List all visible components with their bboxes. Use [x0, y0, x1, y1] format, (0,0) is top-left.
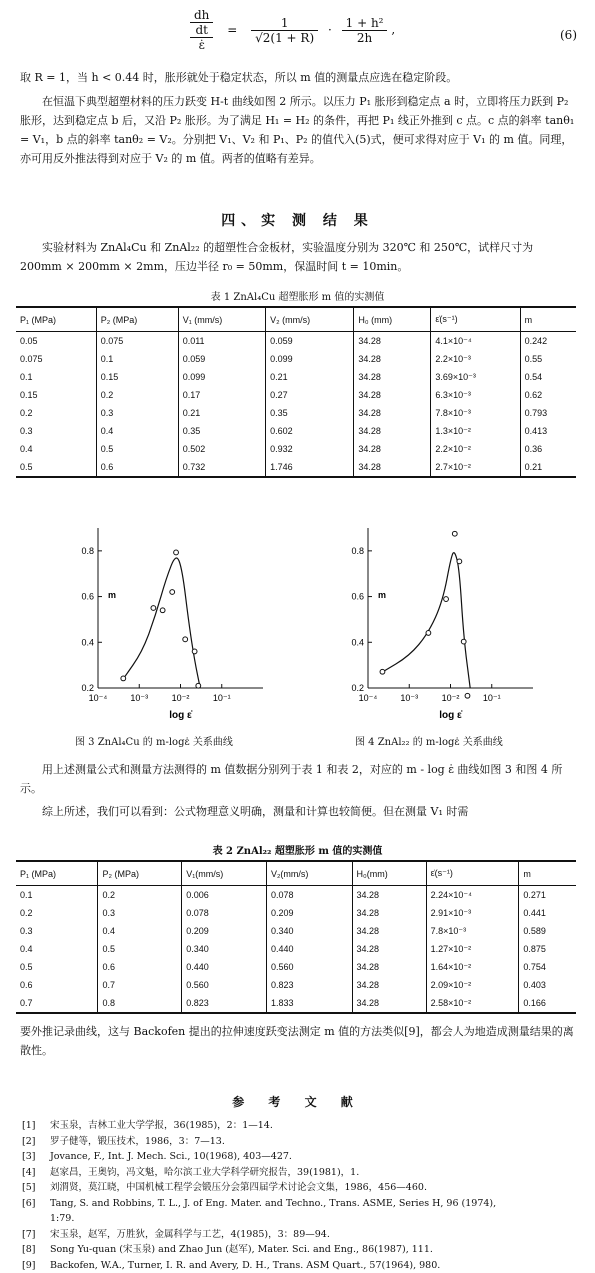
table-cell: 0.4 [98, 922, 182, 940]
paragraph-1: 取 R = 1，当 h < 0.44 时，胀形就处于稳定状态，所以 m 值的测量点应选在稳定阶段。 [20, 68, 576, 87]
table-cell: 0.4 [16, 940, 98, 958]
y-tick-label: 0.8 [81, 546, 94, 556]
paragraph-5: 综上所述，我们可以看到：公式物理意义明确，测量和计算也较简便。但在测量 V₁ 时需 [20, 802, 576, 821]
table-cell: 0.2 [16, 404, 96, 422]
table-cell: 34.28 [354, 332, 431, 351]
reference-number: [2] [22, 1134, 50, 1150]
mid-denominator: √2(1 + R) [251, 31, 318, 45]
table-header-cell: V₂ (mm/s) [266, 307, 354, 332]
table-header-cell: P₂ (MPa) [96, 307, 178, 332]
y-axis-label: m [108, 590, 116, 600]
reference-item [22, 1165, 582, 1181]
data-point [380, 669, 385, 674]
table-header-cell: P₂ (MPa) [98, 861, 182, 886]
reference-number: [7] [22, 1227, 50, 1243]
table-row [16, 994, 576, 1013]
paragraph-6: 要外推记录曲线，这与 Backofen 提出的拉伸速度跃变法测定 m 值的方法类似[9]，都会人为地造成测量结果的离散性。 [20, 1022, 576, 1060]
table-cell: 0.075 [16, 350, 96, 368]
equation-rhs [342, 16, 388, 45]
reference-text: 宋玉泉，赵军，万胜狄，金属科学与工艺，4(1985)，3：89—94. [50, 1229, 330, 1240]
table-row [16, 958, 576, 976]
data-point [457, 559, 462, 564]
table-row [16, 922, 576, 940]
table-cell: 34.28 [352, 922, 426, 940]
x-axis-label: log ε̇ [439, 710, 463, 721]
table-cell: 0.2 [98, 886, 182, 905]
table-cell: 0.3 [16, 922, 98, 940]
table-cell: 0.242 [520, 332, 576, 351]
dot-operator: · [328, 23, 332, 37]
table-cell: 34.28 [352, 886, 426, 905]
table-header-cell: V₁ (mm/s) [178, 307, 265, 332]
reference-text: 宋玉泉，吉林工业大学学报，36(1985)，2：1—14. [50, 1120, 273, 1131]
table-cell: 0.441 [519, 904, 576, 922]
table-row [16, 368, 576, 386]
table-cell: 0.5 [96, 440, 178, 458]
table-header-cell: P₁ (MPa) [16, 307, 96, 332]
table-cell: 0.011 [178, 332, 265, 351]
table-cell: 0.732 [178, 458, 265, 477]
table-cell: 0.05 [16, 332, 96, 351]
table-cell: 0.4 [96, 422, 178, 440]
table-header-cell: m [519, 861, 576, 886]
table-cell: 6.3×10⁻³ [431, 386, 520, 404]
table-header-cell: m [520, 307, 576, 332]
table-cell: 0.403 [519, 976, 576, 994]
table-cell: 0.5 [16, 958, 98, 976]
table-cell: 0.1 [16, 368, 96, 386]
table-cell: 0.823 [266, 976, 352, 994]
reference-number: [4] [22, 1165, 50, 1181]
table-cell: 0.602 [266, 422, 354, 440]
data-point [183, 637, 188, 642]
table-cell: 0.55 [520, 350, 576, 368]
x-tick-label: 10⁻³ [130, 693, 148, 703]
fitted-curve [382, 553, 470, 688]
equation-comma: , [391, 23, 395, 37]
table-cell: 0.7 [16, 994, 98, 1013]
table-cell: 0.7 [98, 976, 182, 994]
figure-3-chart [60, 520, 280, 725]
y-tick-label: 0.6 [81, 592, 94, 602]
table-cell: 7.8×10⁻³ [431, 404, 520, 422]
table-cell: 1.833 [266, 994, 352, 1013]
data-point [151, 606, 156, 611]
reference-text: Tang, S. and Robbins, T. L., J. of Eng. Mater. and Techno., Trans. ASME, Series H, 96 (1974), [50, 1198, 496, 1209]
table-cell: 0.15 [16, 386, 96, 404]
references-list [22, 1118, 582, 1273]
table-cell: 0.932 [266, 440, 354, 458]
table-cell: 2.24×10⁻⁴ [426, 886, 519, 905]
table-cell: 2.2×10⁻² [431, 440, 520, 458]
reference-item [22, 1118, 582, 1134]
x-tick-label: 10⁻⁴ [359, 693, 378, 703]
table-cell: 34.28 [354, 386, 431, 404]
table-cell: 2.2×10⁻³ [431, 350, 520, 368]
table-cell: 0.54 [520, 368, 576, 386]
data-point [170, 590, 175, 595]
table-cell: 4.1×10⁻⁴ [431, 332, 520, 351]
reference-item [22, 1196, 582, 1212]
data-point [461, 639, 466, 644]
table-cell: 1.64×10⁻² [426, 958, 519, 976]
table1 [16, 306, 576, 478]
table-row [16, 332, 576, 351]
y-axis-label: m [378, 590, 386, 600]
mid-numerator: 1 [251, 16, 318, 31]
table-cell: 1.27×10⁻² [426, 940, 519, 958]
reference-number: [8] [22, 1242, 50, 1258]
table-cell: 0.589 [519, 922, 576, 940]
table-cell: 0.823 [182, 994, 267, 1013]
equation-6 [190, 8, 490, 68]
x-tick-label: 10⁻⁴ [89, 693, 108, 703]
table-row [16, 422, 576, 440]
x-tick-label: 10⁻³ [400, 693, 418, 703]
lhs-numerator: dh [190, 8, 213, 23]
table-cell: 0.059 [266, 332, 354, 351]
table-cell: 0.3 [16, 422, 96, 440]
table-cell: 0.35 [178, 422, 265, 440]
table2-caption: 表 2 ZnAl₂₂ 超塑胀形 m 值的实测值 [0, 842, 595, 857]
reference-number: [3] [22, 1149, 50, 1165]
reference-number: [6] [22, 1196, 50, 1212]
data-point [465, 693, 470, 698]
table-header-cell: ε̇(s⁻¹) [426, 861, 519, 886]
x-tick-label: 10⁻² [172, 693, 190, 703]
table-cell: 0.006 [182, 886, 267, 905]
table-cell: 0.6 [96, 458, 178, 477]
table-header-cell: H₀ (mm) [354, 307, 431, 332]
table-cell: 0.21 [266, 368, 354, 386]
table-cell: 0.5 [16, 458, 96, 477]
reference-item [22, 1134, 582, 1150]
table-cell: 0.340 [182, 940, 267, 958]
data-point [121, 676, 126, 681]
table-cell: 0.099 [266, 350, 354, 368]
table-row [16, 386, 576, 404]
table-cell: 0.4 [16, 440, 96, 458]
reference-item [22, 1258, 582, 1273]
table-cell: 0.560 [182, 976, 267, 994]
reference-number: [9] [22, 1258, 50, 1273]
paragraph-3: 实验材料为 ZnAl₄Cu 和 ZnAl₂₂ 的超塑性合金板材，实验温度分别为 320℃ 和 250℃，试样尺寸为 200mm × 200mm × 2mm，压边半径 r₀ = 50mm，保温时间 t = 10min。 [20, 238, 576, 276]
table-cell: 0.754 [519, 958, 576, 976]
reference-text: 罗子健等，锻压技术，1986，3：7—13. [50, 1136, 225, 1147]
reference-item [22, 1227, 582, 1243]
table-cell: 2.91×10⁻³ [426, 904, 519, 922]
data-point [452, 531, 457, 536]
table-cell: 0.62 [520, 386, 576, 404]
table-cell: 0.1 [96, 350, 178, 368]
reference-item [22, 1242, 582, 1258]
figure-4-chart [330, 520, 550, 725]
lhs-denominator: dt [190, 23, 213, 38]
reference-item [22, 1149, 582, 1165]
reference-text: Jovance, F., Int. J. Mech. Sci., 10(1968), 403—427. [50, 1151, 292, 1162]
table-header-cell: H₀(mm) [352, 861, 426, 886]
table2 [16, 860, 576, 1014]
section-title: 四、实 测 结 果 [0, 210, 595, 230]
table-cell: 0.166 [519, 994, 576, 1013]
data-point [160, 608, 165, 613]
table-cell: 0.27 [266, 386, 354, 404]
paragraph-2: 在恒温下典型超塑材料的压力跃变 H-t 曲线如图 2 所示。以压力 P₁ 胀形到稳定点 a 时，立即将压力跃到 P₂ 胀形，达到稳定点 b 后，又沿 P₂ 胀形。为了满足 H₁ = H₂ 的条件，再把 P₁ 线正外推到 c 点。c 点的斜率 tanθ₁ = V₁，b 点的斜率 tanθ₂ = V₂。分别把 V₁、V₂ 和 P₁、P₂ 的值代入(5)式，便可求得对应于 V₁ 的 m 值。同理，亦可用反外推法得到对应于 V₂ 的 m 值。两者的值略有差异。 [20, 92, 576, 168]
figure-4-caption: 图 4 ZnAl₂₂ 的 m-logε̇ 关系曲线 [355, 733, 575, 748]
y-tick-label: 0.4 [81, 637, 94, 647]
table-cell: 0.35 [266, 404, 354, 422]
fitted-curve [123, 558, 200, 688]
reference-number: [1] [22, 1118, 50, 1134]
reference-text: Backofen, W.A., Turner, I. R. and Avery, D. H., Trans. ASM Quart., 57(1964), 980. [50, 1260, 440, 1271]
table-cell: 0.8 [98, 994, 182, 1013]
table-cell: 0.209 [182, 922, 267, 940]
table-row [16, 886, 576, 905]
table-cell: 0.075 [96, 332, 178, 351]
table-cell: 0.3 [96, 404, 178, 422]
table-cell: 0.3 [98, 904, 182, 922]
table-row [16, 458, 576, 477]
table-cell: 0.1 [16, 886, 98, 905]
table-cell: 34.28 [352, 904, 426, 922]
lhs-sub: ε̇ [190, 38, 213, 52]
table-header-cell: ε̇(s⁻¹) [431, 307, 520, 332]
reference-text: 赵家昌，王奥钧，冯文魁，哈尔滨工业大学科学研究报告，39(1981)，1. [50, 1167, 359, 1178]
data-point [192, 649, 197, 654]
reference-text: 1:79. [50, 1213, 74, 1224]
reference-text: 刘渭贤，莫江晓，中国机械工程学会锻压分会第四届学术讨论会文集，1986，456—460. [50, 1182, 427, 1193]
paragraph-4: 用上述测量公式和测量方法测得的 m 值数据分别列于表 1 和表 2，对应的 m - log ε̇ 曲线如图 3 和图 4 所示。 [20, 760, 576, 798]
equation-lhs [190, 8, 213, 52]
table-row [16, 940, 576, 958]
table-cell: 1.746 [266, 458, 354, 477]
table-cell: 0.2 [96, 386, 178, 404]
table-cell: 0.560 [266, 958, 352, 976]
table-cell: 34.28 [354, 422, 431, 440]
table1-caption: 表 1 ZnAl₄Cu 超塑胀形 m 值的实测值 [0, 288, 595, 303]
y-tick-label: 0.2 [81, 683, 94, 693]
table-cell: 2.09×10⁻² [426, 976, 519, 994]
table-cell: 7.8×10⁻³ [426, 922, 519, 940]
reference-number: [5] [22, 1180, 50, 1196]
table-row [16, 904, 576, 922]
data-point [444, 597, 449, 602]
table-cell: 0.2 [16, 904, 98, 922]
table-cell: 0.502 [178, 440, 265, 458]
table-cell: 34.28 [354, 458, 431, 477]
table-cell: 0.21 [520, 458, 576, 477]
table-cell: 1.3×10⁻² [431, 422, 520, 440]
table-cell: 0.6 [98, 958, 182, 976]
table-cell: 0.209 [266, 904, 352, 922]
x-tick-label: 10⁻² [442, 693, 460, 703]
table-cell: 0.340 [266, 922, 352, 940]
table-cell: 34.28 [352, 976, 426, 994]
table-cell: 0.413 [520, 422, 576, 440]
data-point [196, 683, 201, 688]
references-title: 参 考 文 献 [0, 1093, 595, 1110]
table-cell: 0.059 [178, 350, 265, 368]
table-cell: 0.099 [178, 368, 265, 386]
table-header-cell: P₁ (MPa) [16, 861, 98, 886]
table-cell: 0.440 [182, 958, 267, 976]
equation-mid [251, 16, 318, 45]
table-cell: 3.69×10⁻³ [431, 368, 520, 386]
table-cell: 34.28 [354, 404, 431, 422]
table-cell: 34.28 [352, 958, 426, 976]
figure-3-caption: 图 3 ZnAl₄Cu 的 m-logε̇ 关系曲线 [75, 733, 295, 748]
equals-sign: = [227, 23, 237, 37]
table-cell: 2.58×10⁻² [426, 994, 519, 1013]
table-row [16, 440, 576, 458]
table-row [16, 350, 576, 368]
table-cell: 0.21 [178, 404, 265, 422]
table-cell: 0.875 [519, 940, 576, 958]
rhs-denominator: 2h [342, 31, 388, 45]
table-cell: 0.078 [266, 886, 352, 905]
table-cell: 0.17 [178, 386, 265, 404]
reference-item [22, 1180, 582, 1196]
table-cell: 34.28 [354, 368, 431, 386]
table-row [16, 404, 576, 422]
reference-text: Song Yu-quan (宋玉泉) and Zhao Jun (赵军), Mater. Sci. and Eng., 86(1987), 111. [50, 1244, 433, 1255]
y-tick-label: 0.4 [351, 637, 364, 647]
table-header-cell: V₂(mm/s) [266, 861, 352, 886]
table-cell: 34.28 [352, 940, 426, 958]
table-header-cell: V₁(mm/s) [182, 861, 267, 886]
rhs-numerator: 1 + h² [342, 16, 388, 31]
table-cell: 0.440 [266, 940, 352, 958]
table-cell: 0.15 [96, 368, 178, 386]
y-tick-label: 0.2 [351, 683, 364, 693]
table-cell: 2.7×10⁻² [431, 458, 520, 477]
table-cell: 0.6 [16, 976, 98, 994]
table-cell: 0.078 [182, 904, 267, 922]
equation-number: (6) [560, 28, 577, 42]
data-point [426, 631, 431, 636]
table-cell: 0.271 [519, 886, 576, 905]
table-cell: 0.793 [520, 404, 576, 422]
x-tick-label: 10⁻¹ [213, 693, 231, 703]
table-row [16, 976, 576, 994]
data-point [174, 550, 179, 555]
table-cell: 0.5 [98, 940, 182, 958]
y-tick-label: 0.8 [351, 546, 364, 556]
table-cell: 34.28 [354, 350, 431, 368]
table-cell: 34.28 [354, 440, 431, 458]
table-cell: 0.36 [520, 440, 576, 458]
x-tick-label: 10⁻¹ [483, 693, 501, 703]
reference-item [22, 1211, 582, 1227]
x-axis-label: log ε̇ [169, 710, 193, 721]
table-cell: 34.28 [352, 994, 426, 1013]
y-tick-label: 0.6 [351, 592, 364, 602]
